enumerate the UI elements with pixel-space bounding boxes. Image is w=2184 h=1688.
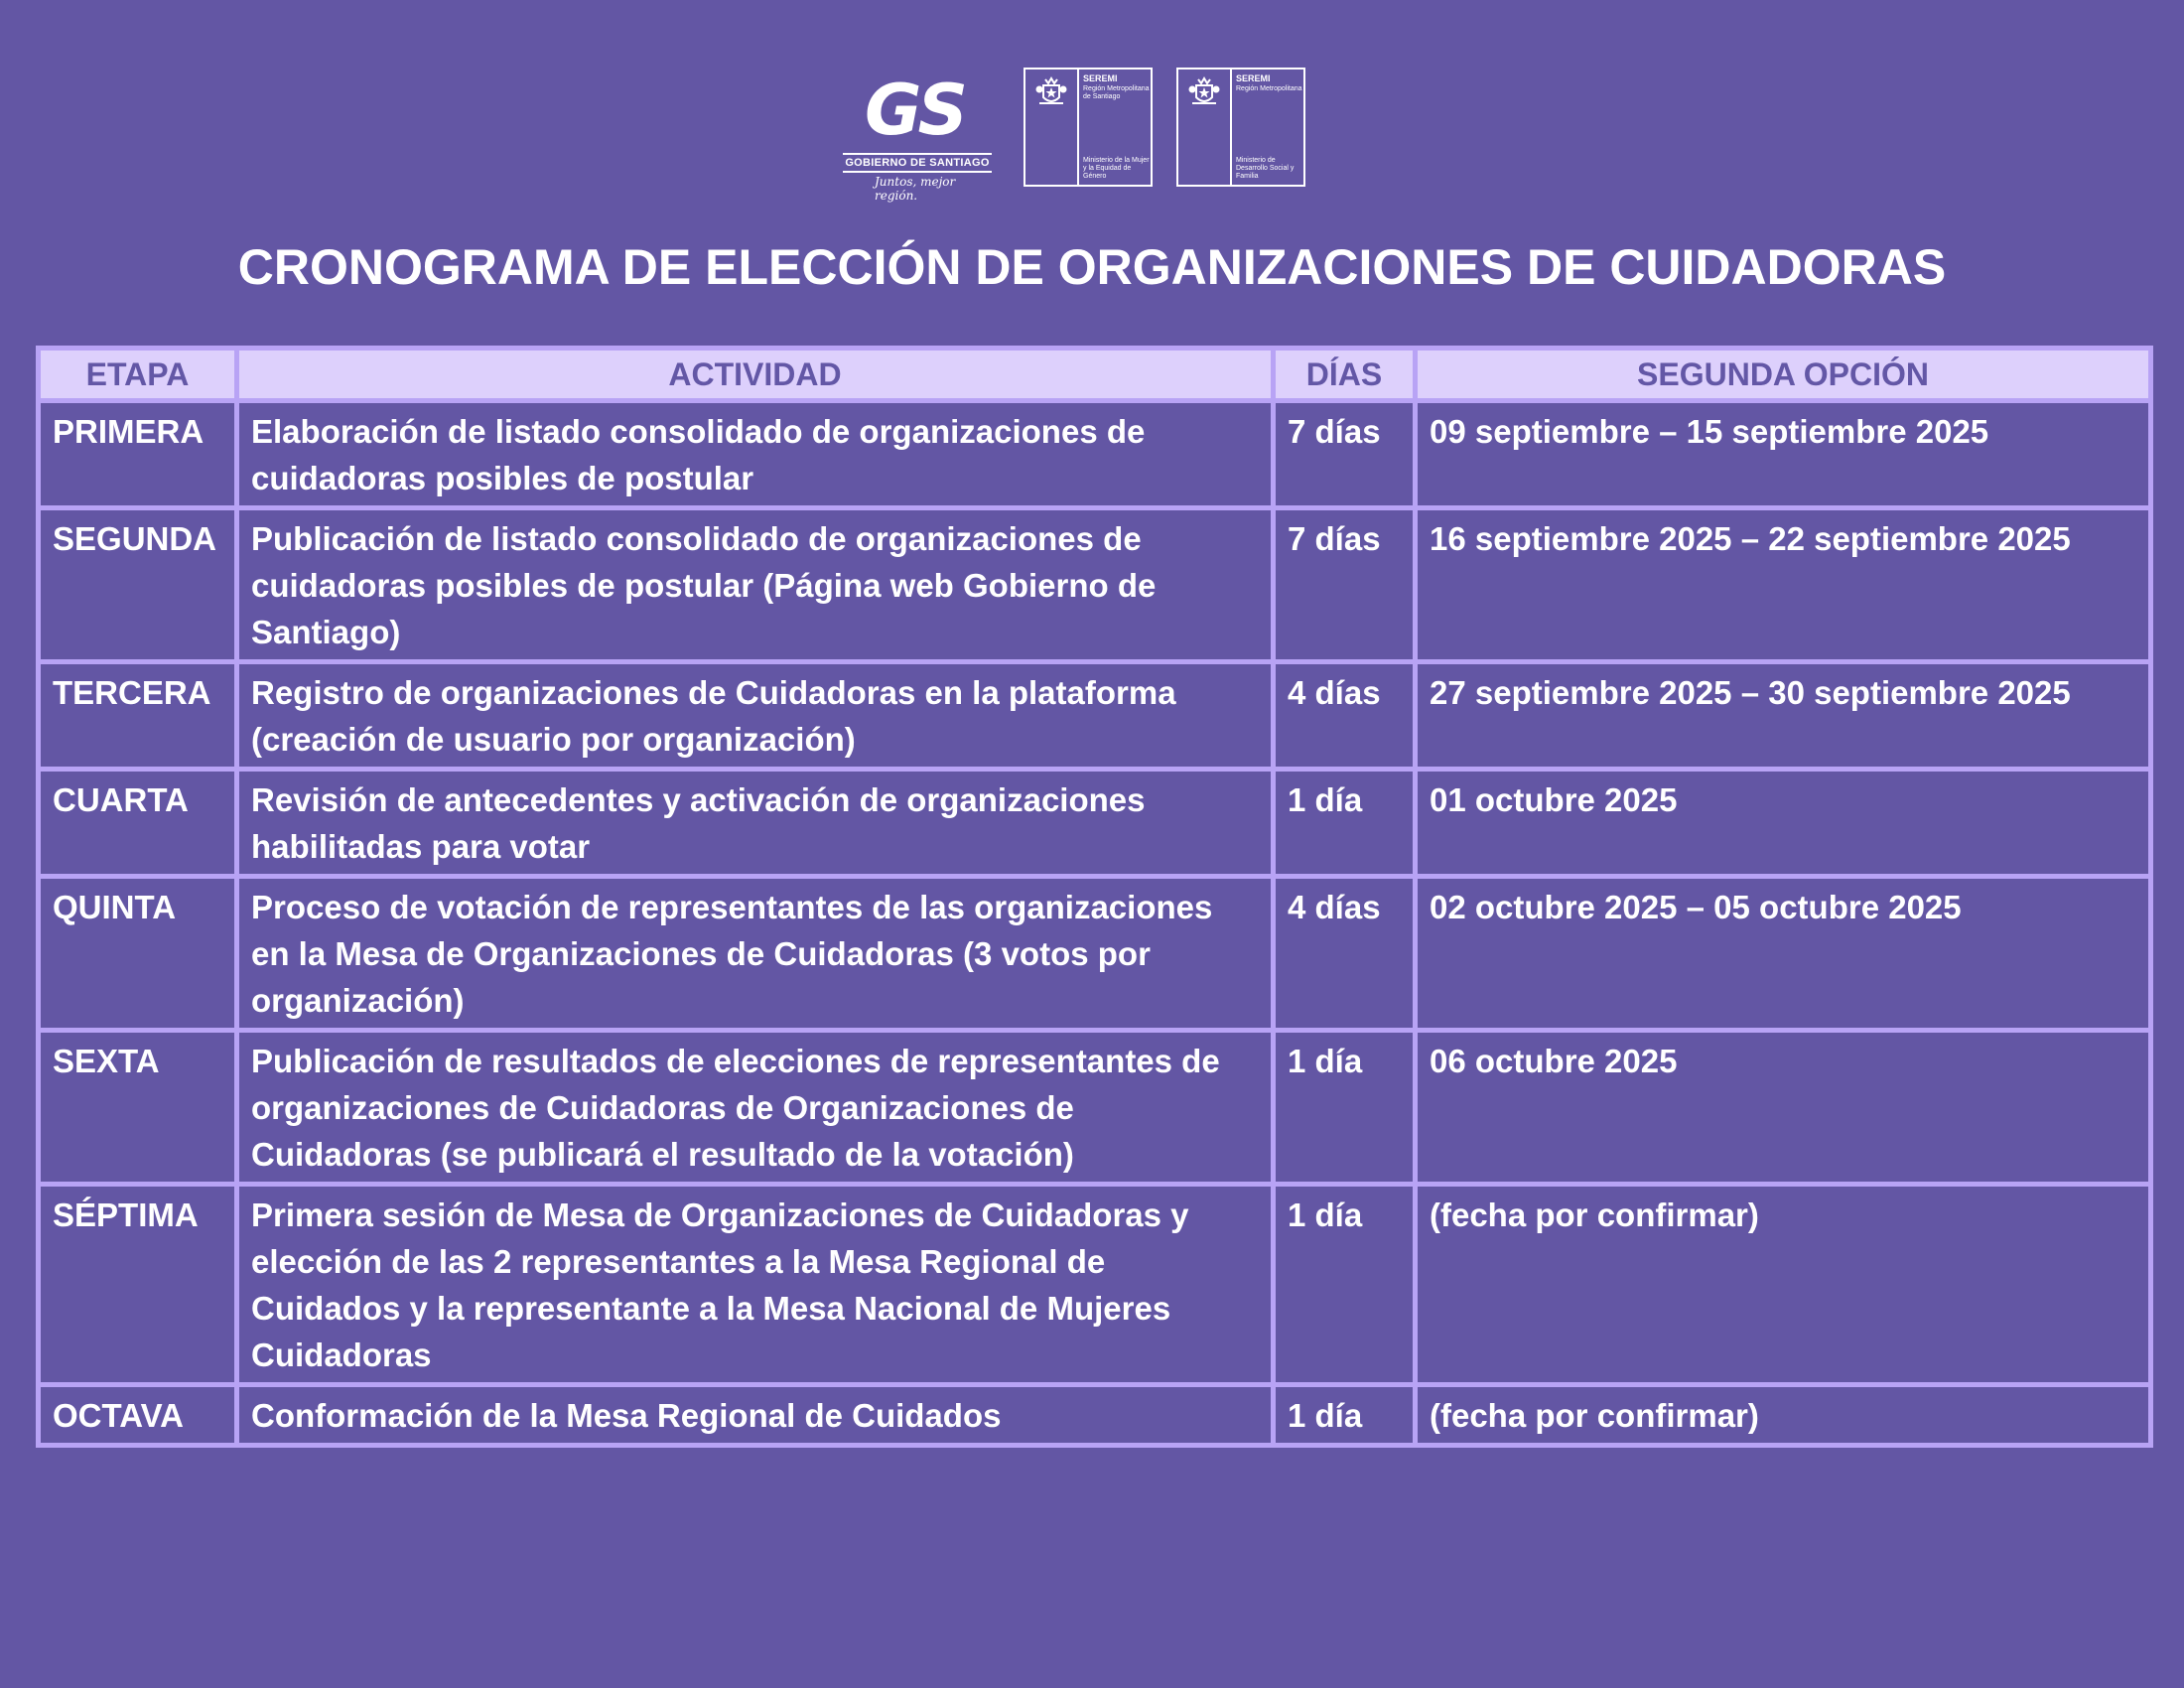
cell-actividad: Primera sesión de Mesa de Organizaciones de Cuidadoras y elección de las 2 representantes a la Mesa Regional de Cuidados y la representante a la Mesa Nacional de Mujeres Cuidadoras <box>237 1185 1274 1385</box>
seremi-mujer-logo <box>1024 68 1153 187</box>
table-row <box>39 1031 2151 1185</box>
table-row <box>39 1385 2151 1446</box>
chile-crest-icon <box>1186 75 1222 109</box>
header-etapa: ETAPA <box>39 349 237 401</box>
cell-etapa: SÉPTIMA <box>39 1185 237 1385</box>
table-row <box>39 770 2151 877</box>
gs-logo-tagline: Juntos, mejor región. <box>875 175 956 203</box>
seremi-title: SEREMI <box>1236 73 1271 83</box>
chile-crest-icon <box>1033 75 1069 109</box>
table-row <box>39 1185 2151 1385</box>
header-segunda-opcion: SEGUNDA OPCIÓN <box>1416 349 2151 401</box>
cell-dias: 1 día <box>1274 1031 1416 1185</box>
cell-actividad: Elaboración de listado consolidado de organizaciones de cuidadoras posibles de postular <box>237 401 1274 508</box>
cell-dias: 1 día <box>1274 1185 1416 1385</box>
cell-etapa: OCTAVA <box>39 1385 237 1446</box>
cell-segunda-opcion: (fecha por confirmar) <box>1416 1385 2151 1446</box>
cell-actividad: Publicación de resultados de elecciones de representantes de organizaciones de Cuidadoras de Organizaciones de Cuidadoras (se publicará el resultado de la votación) <box>237 1031 1274 1185</box>
cell-segunda-opcion: 27 septiembre 2025 – 30 septiembre 2025 <box>1416 662 2151 770</box>
cell-dias: 4 días <box>1274 877 1416 1031</box>
cell-actividad: Proceso de votación de representantes de las organizaciones en la Mesa de Organizaciones de Cuidadoras (3 votos por organización) <box>237 877 1274 1031</box>
cell-segunda-opcion: 16 septiembre 2025 – 22 septiembre 2025 <box>1416 508 2151 662</box>
cell-actividad: Publicación de listado consolidado de organizaciones de cuidadoras posibles de postular (Página web Gobierno de Santiago) <box>237 508 1274 662</box>
seremi-divider <box>1077 70 1079 185</box>
cell-segunda-opcion: (fecha por confirmar) <box>1416 1185 2151 1385</box>
table-row <box>39 401 2151 508</box>
cell-segunda-opcion: 09 septiembre – 15 septiembre 2025 <box>1416 401 2151 508</box>
header-dias: DÍAS <box>1274 349 1416 401</box>
cell-etapa: SEXTA <box>39 1031 237 1185</box>
cell-actividad: Revisión de antecedentes y activación de organizaciones habilitadas para votar <box>237 770 1274 877</box>
cell-segunda-opcion: 06 octubre 2025 <box>1416 1031 2151 1185</box>
cell-segunda-opcion: 01 octubre 2025 <box>1416 770 2151 877</box>
cell-dias: 4 días <box>1274 662 1416 770</box>
cell-dias: 1 día <box>1274 1385 1416 1446</box>
cell-dias: 7 días <box>1274 401 1416 508</box>
seremi-title: SEREMI <box>1083 73 1118 83</box>
table-row <box>39 877 2151 1031</box>
gobierno-santiago-logo <box>839 70 998 203</box>
seremi-ministry: Ministerio de la Mujer y la Equidad de Género <box>1083 157 1150 180</box>
cell-dias: 1 día <box>1274 770 1416 877</box>
seremi-divider <box>1230 70 1232 185</box>
gs-logo-band: GOBIERNO DE SANTIAGO <box>843 153 992 173</box>
seremi-ministry: Ministerio de Desarrollo Social y Familia <box>1236 157 1295 180</box>
header-actividad: ACTIVIDAD <box>237 349 1274 401</box>
cell-etapa: CUARTA <box>39 770 237 877</box>
cell-etapa: QUINTA <box>39 877 237 1031</box>
logo-strip <box>839 68 1315 203</box>
cell-etapa: PRIMERA <box>39 401 237 508</box>
gs-logo-mark: GS <box>865 70 964 151</box>
seremi-region: Región Metropolitana de Santiago <box>1083 85 1150 100</box>
seremi-region: Región Metropolitana <box>1236 85 1302 92</box>
cell-etapa: SEGUNDA <box>39 508 237 662</box>
cell-actividad: Registro de organizaciones de Cuidadoras en la plataforma (creación de usuario por organización) <box>237 662 1274 770</box>
table-row <box>39 508 2151 662</box>
table-row <box>39 662 2151 770</box>
seremi-desarrollo-logo <box>1176 68 1305 187</box>
table-header-row <box>39 349 2151 401</box>
cell-segunda-opcion: 02 octubre 2025 – 05 octubre 2025 <box>1416 877 2151 1031</box>
cell-dias: 7 días <box>1274 508 1416 662</box>
page-title: CRONOGRAMA DE ELECCIÓN DE ORGANIZACIONES DE CUIDADORAS <box>237 239 1947 295</box>
cell-etapa: TERCERA <box>39 662 237 770</box>
cell-actividad: Conformación de la Mesa Regional de Cuidados <box>237 1385 1274 1446</box>
schedule-table <box>36 346 2153 1448</box>
